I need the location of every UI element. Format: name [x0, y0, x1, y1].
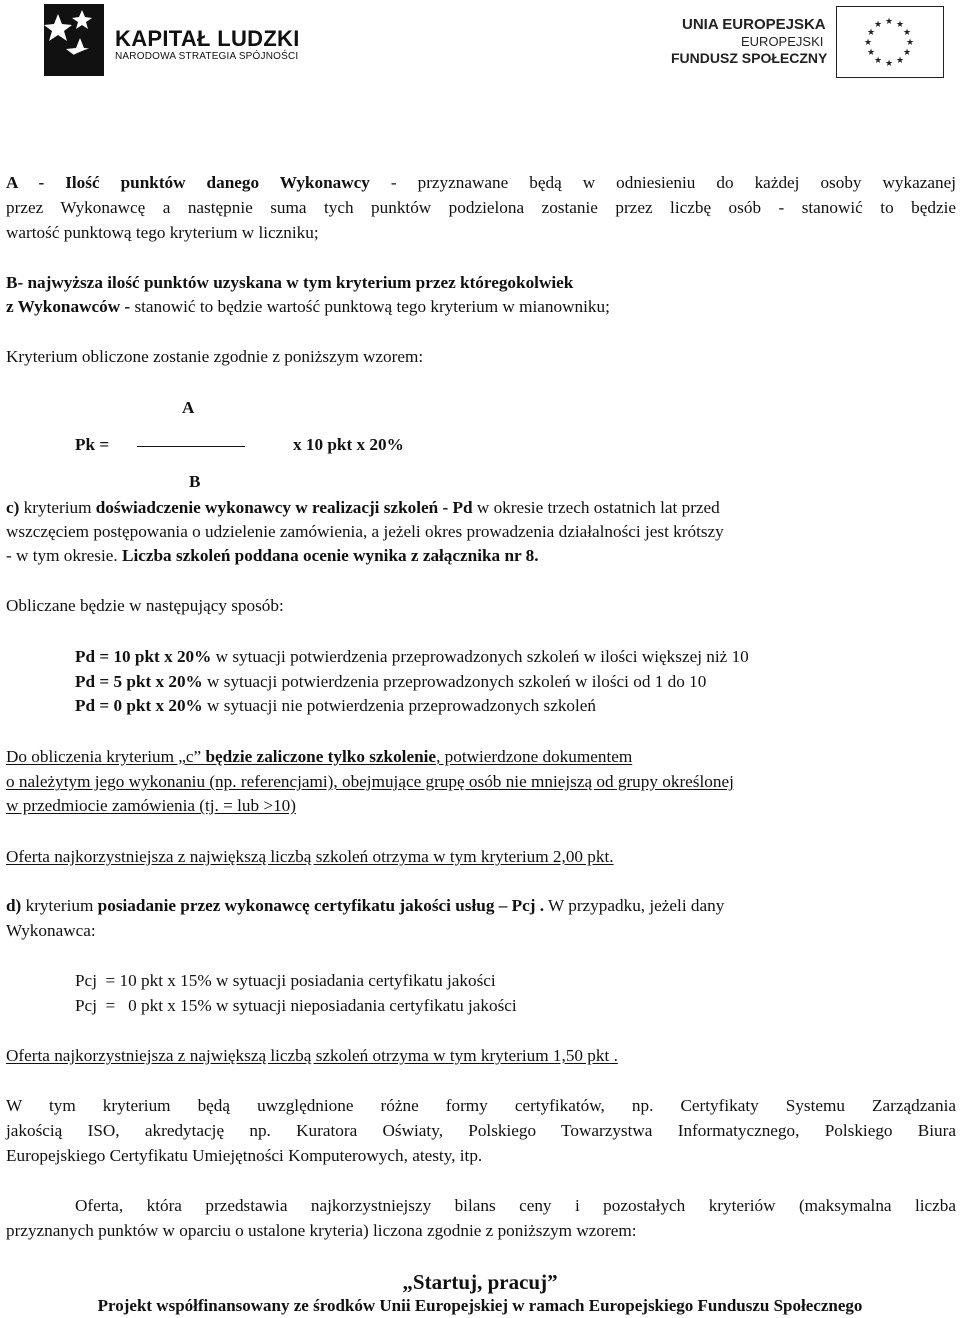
formula-denominator: B — [189, 472, 201, 491]
eu-text-line1: UNIA EUROPEJSKA — [682, 16, 826, 33]
svg-text:★: ★ — [895, 56, 905, 66]
formula-lhs: Pk = — [75, 435, 110, 454]
fraction-line — [137, 446, 245, 447]
footer-title: „Startuj, pracuj” — [402, 1270, 558, 1294]
offer-d: Oferta najkorzystniejsza z największą liczbą szkoleń otrzyma w tym kryterium 1,50 pkt . — [6, 1046, 618, 1065]
svg-text:★: ★ — [866, 48, 876, 58]
para-a-line2: przez Wykonawcę a następnie suma tych punktów podzielona zostanie przez liczbę osób - stanowić to będzie — [6, 198, 956, 217]
eu-text-line2: EUROPEJSKI — [741, 34, 824, 49]
calc-intro: Obliczane będzie w następujący sposób: — [6, 596, 284, 615]
kapital-ludzki-title: KAPITAŁ LUDZKI — [115, 26, 300, 51]
svg-text:★: ★ — [902, 48, 912, 58]
para-a-line3: wartość punktową tego kryterium w liczniku; — [6, 223, 319, 242]
pd-row: Pd = 5 pkt x 20% w sytuacji potwierdzenia przeprowadzonych szkoleń w ilości od 1 do 10 — [75, 672, 707, 691]
offer-c: Oferta najkorzystniejsza z największą liczbą szkoleń otrzyma w tym kryterium 2,00 pkt. — [6, 847, 614, 866]
formula-intro: Kryterium obliczone zostanie zgodnie z poniższym wzorem: — [6, 347, 424, 366]
note-c-line1: Do obliczenia kryterium „c” będzie zaliczone tylko szkolenie, potwierdzone dokumentem — [6, 747, 633, 766]
footer-subtitle: Projekt współfinansowany ze środków Unii Europejskiej w ramach Europejskiego Funduszu Społecznego — [97, 1296, 863, 1315]
pcj-row: Pcj = 10 pkt x 15% w sytuacji posiadania certyfikatu jakości — [75, 971, 496, 990]
para-b-line1: B- najwyższa ilość punktów uzyskana w tym kryterium przez któregokolwiek — [6, 273, 574, 292]
kapital-ludzki-subtitle: NARODOWA STRATEGIA SPÓJNOŚCI — [115, 51, 299, 62]
para-cert-line3: Europejskiego Certyfikatu Umiejętności Komputerowych, atesty, itp. — [6, 1146, 483, 1165]
formula-numerator: A — [182, 398, 195, 417]
note-c-line3: w przedmiocie zamówienia (tj. = lub >10) — [6, 796, 296, 815]
para-c-line1: c) kryterium doświadczenie wykonawcy w realizacji szkoleń - Pd w okresie trzech ostatnich lat przed — [6, 498, 720, 517]
eu-flag-icon — [836, 6, 944, 78]
para-c-line2: wszczęciem postępowania o udzielenie zamówienia, a jeżeli okres prowadzenia działalności jest krótszy — [6, 522, 724, 541]
para-a-line1: A - Ilość punktów danego Wykonawcy - przyznawane będą w odniesieniu do każdej osoby wykazanej — [6, 173, 957, 192]
pd-row: Pd = 10 pkt x 20% w sytuacji potwierdzenia przeprowadzonych szkoleń w ilości większej niż 10 — [75, 647, 749, 666]
note-c-line2: o należytym jego wykonaniu (np. referencjami), obejmujące grupę osób nie mniejszą od grupy określonej — [6, 772, 734, 791]
para-d-line1: d) kryterium posiadanie przez wykonawcę certyfikatu jakości usług – Pcj . W przypadku, jeżeli dany — [6, 896, 725, 915]
pd-row: Pd = 0 pkt x 20% w sytuacji nie potwierdzenia przeprowadzonych szkoleń — [75, 696, 597, 715]
formula-rhs: x 10 pkt x 20% — [293, 435, 404, 454]
svg-text:★: ★ — [895, 20, 905, 30]
svg-text:★: ★ — [866, 28, 876, 38]
svg-text:★: ★ — [905, 38, 915, 48]
svg-text:★: ★ — [863, 38, 873, 48]
svg-text:★: ★ — [902, 28, 912, 38]
para-final-line2: przyznanych punktów w oparciu o ustalone kryteria) liczona zgodnie z poniższym wzorem: — [6, 1221, 637, 1240]
para-d-line2: Wykonawca: — [6, 921, 96, 940]
pcj-row: Pcj = 0 pkt x 15% w sytuacji nieposiadania certyfikatu jakości — [75, 996, 517, 1015]
svg-text:★: ★ — [884, 17, 894, 27]
svg-text:★: ★ — [873, 20, 883, 30]
kapital-ludzki-emblem-icon — [44, 4, 104, 76]
svg-text:★: ★ — [873, 56, 883, 66]
eu-text-line3: FUNDUSZ SPOŁECZNY — [671, 50, 828, 66]
para-final-line1: Oferta, która przedstawia najkorzystniejszy bilans ceny i pozostałych kryteriów (maksymalna liczba — [75, 1196, 956, 1215]
para-b-line2: z Wykonawców - stanowić to będzie wartość punktową tego kryterium w mianowniku; — [6, 297, 610, 316]
para-c-line3: - w tym okresie. Liczba szkoleń poddana ocenie wynika z załącznika nr 8. — [6, 546, 539, 565]
para-cert-line1: W tym kryterium będą uwzględnione różne formy certyfikatów, np. Certyfikaty Systemu Zarządzania — [6, 1096, 956, 1115]
svg-text:★: ★ — [884, 59, 894, 69]
para-cert-line2: jakością ISO, akredytację np. Kuratora Oświaty, Polskiego Towarzystwa Informatycznego, Polskiego Biura — [6, 1121, 956, 1140]
